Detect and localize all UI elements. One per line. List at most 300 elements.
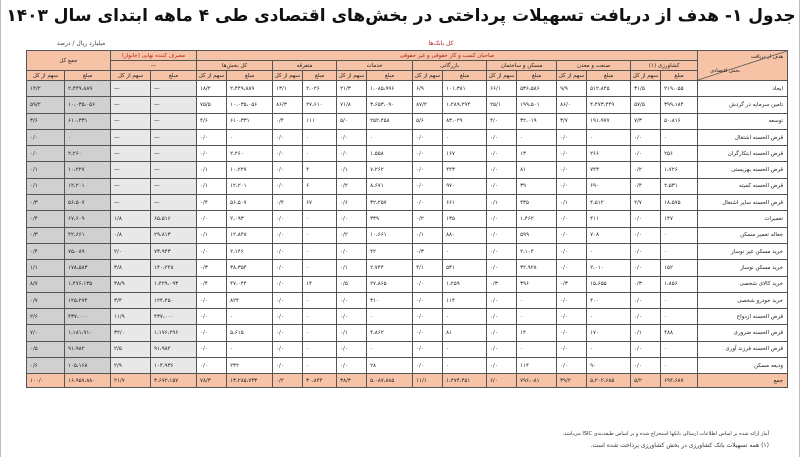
share-cell: ۰/۰ bbox=[197, 341, 227, 357]
amount-cell: ۰ bbox=[303, 309, 337, 325]
share-cell: ۰/۰ bbox=[413, 341, 443, 357]
amount-cell: — bbox=[151, 178, 197, 194]
amount-cell: ۶۷ bbox=[303, 195, 337, 211]
share-cell: ۲۱/۳ bbox=[337, 81, 367, 97]
row-label: خرید کالای شخصی bbox=[698, 276, 788, 292]
amount-header: مبلغ bbox=[587, 71, 631, 81]
amount-cell: ۴۳۷،۰۰۰ bbox=[65, 309, 111, 325]
amount-cell: ۲۷،۶۱۰ bbox=[303, 97, 337, 113]
amount-cell: ۱۴۷ bbox=[661, 211, 698, 227]
share-cell: ۳۱/۵ bbox=[631, 81, 661, 97]
final-consumer-sub: — bbox=[111, 61, 197, 71]
amount-cell: ۴،۸۶۲ bbox=[367, 325, 413, 341]
share-cell: — bbox=[111, 146, 151, 162]
share-header: سهم از کل bbox=[273, 71, 303, 81]
share-cell: ۰/۰ bbox=[487, 292, 517, 308]
sector-housing: مسکن و ساختمان bbox=[487, 61, 557, 71]
share-cell: ۳۸/۹ bbox=[111, 276, 151, 292]
amount-cell: ۱۰،۰۳۵،۰۵۶ bbox=[227, 97, 273, 113]
amount-cell: ۰ bbox=[303, 292, 337, 308]
share-header: سهم از کل bbox=[631, 71, 661, 81]
share-cell: ۰/۰ bbox=[487, 341, 517, 357]
amount-cell: ۴۱۱ bbox=[587, 211, 631, 227]
share-cell: ۰/۳ bbox=[27, 195, 65, 211]
share-cell: ۲/۵ bbox=[111, 341, 151, 357]
amount-cell: ۱،۱۸۱،۹۱۰ bbox=[65, 325, 111, 341]
table-row bbox=[27, 227, 788, 243]
amount-cell: ۶۱۰،۳۳۱ bbox=[65, 113, 111, 129]
share-cell: ۰/۰ bbox=[557, 358, 587, 374]
amount-cell: ۱،۵۵۸ bbox=[367, 146, 413, 162]
share-cell: ۰/۰ bbox=[197, 292, 227, 308]
share-cell: — bbox=[111, 81, 151, 97]
share-cell: ۰/۰ bbox=[413, 162, 443, 178]
amount-cell: ۰ bbox=[303, 358, 337, 374]
amount-cell: ۱۵،۶۵۵ bbox=[587, 276, 631, 292]
share-cell: ۰/۰ bbox=[487, 211, 517, 227]
share-cell: — bbox=[111, 97, 151, 113]
share-cell: ۰/۱ bbox=[27, 178, 65, 194]
amount-cell: ۳۸،۳۵۴ bbox=[227, 260, 273, 276]
amount-cell: ۸۱ bbox=[517, 162, 557, 178]
amount-cell: ۰ bbox=[443, 243, 487, 259]
share-cell: ۷۸/۳ bbox=[197, 374, 227, 388]
share-cell: ۰/۰ bbox=[413, 129, 443, 145]
amount-cell: ۲۱۹،۰۵۵ bbox=[661, 81, 698, 97]
share-cell: ۰/۰ bbox=[273, 146, 303, 162]
share-cell: ۰/۰ bbox=[197, 243, 227, 259]
corner-bottom-label: بخش اقتصادی bbox=[710, 68, 740, 74]
amount-cell: ۸۲۴ bbox=[227, 292, 273, 308]
share-cell: ۳۹/۲ bbox=[557, 374, 587, 388]
amount-cell: ۰ bbox=[443, 341, 487, 357]
row-label: ودیعه مسکن bbox=[698, 358, 788, 374]
row-label: خرید خودرو شخصی bbox=[698, 292, 788, 308]
amount-cell: ۱۶۷ bbox=[443, 146, 487, 162]
share-cell: ۰/۶ bbox=[27, 358, 65, 374]
amount-cell: ۵،۲۰۲،۶۸۵ bbox=[587, 374, 631, 388]
amount-cell: ۱۰۵،۱۶۸ bbox=[65, 358, 111, 374]
share-cell: ۲/۷ bbox=[631, 195, 661, 211]
amount-cell: ۷،۲۶۲ bbox=[367, 162, 413, 178]
share-cell: ۰/۰ bbox=[273, 276, 303, 292]
amount-cell: ۰ bbox=[227, 129, 273, 145]
amount-cell: ۶۵،۵۱۶ bbox=[151, 211, 197, 227]
share-cell: ۰/۰ bbox=[413, 309, 443, 325]
share-cell: ۰/۶ bbox=[337, 195, 367, 211]
share-header: سهم از کل bbox=[337, 71, 367, 81]
amount-cell: ۵،۶۱۵ bbox=[227, 325, 273, 341]
table-row bbox=[27, 292, 788, 308]
amount-cell: — bbox=[151, 129, 197, 145]
amount-cell: ۳۲،۰۱۹ bbox=[517, 113, 557, 129]
amount-cell: ۵،۰۸۷،۸۸۵ bbox=[367, 374, 413, 388]
amount-cell: ۳۹۹،۱۸۴ bbox=[661, 97, 698, 113]
amount-cell: — bbox=[151, 162, 197, 178]
amount-cell: ۱۱۱ bbox=[303, 113, 337, 129]
share-cell: ۰/۰ bbox=[337, 358, 367, 374]
amount-cell: — bbox=[151, 195, 197, 211]
row-label: قرض الحسنه فرزند آوری bbox=[698, 341, 788, 357]
share-header: سهم از کل bbox=[27, 71, 65, 81]
amount-cell: ۴۳۷،۰۰۰ bbox=[151, 309, 197, 325]
amount-cell: ۱۰،۲۲۷ bbox=[65, 162, 111, 178]
amount-cell: ۳۳۹ bbox=[367, 211, 413, 227]
share-cell: ۷۱/۸ bbox=[337, 97, 367, 113]
amount-cell: ۱۳ bbox=[517, 146, 557, 162]
amount-cell: ۰ bbox=[661, 243, 698, 259]
share-cell: ۵/۶ bbox=[413, 113, 443, 129]
amount-cell: ۱۰۴،۹۳۶ bbox=[151, 358, 197, 374]
amount-cell: ۱،۴۷۴،۴۵۱ bbox=[443, 374, 487, 388]
amount-cell: — bbox=[151, 81, 197, 97]
unit-label: میلیارد ریال / درصد bbox=[56, 40, 106, 47]
amount-cell: ۱۴۰،۲۲۸ bbox=[151, 260, 197, 276]
share-cell: ۰/۰ bbox=[273, 292, 303, 308]
share-cell: ۶۶/۱ bbox=[487, 81, 517, 97]
table-row bbox=[27, 358, 788, 374]
amount-header: مبلغ bbox=[227, 71, 273, 81]
amount-header: مبلغ bbox=[517, 71, 557, 81]
share-cell: ۰/۰ bbox=[197, 309, 227, 325]
share-cell: ۰/۰ bbox=[273, 260, 303, 276]
amount-cell: ۰ bbox=[587, 129, 631, 145]
amount-cell: ۹۱،۹۸۲ bbox=[65, 341, 111, 357]
row-label: تعمیرات bbox=[698, 211, 788, 227]
share-cell: ۰/۷ bbox=[27, 292, 65, 308]
amount-cell: ۱،۰۸۵،۹۹۶ bbox=[367, 81, 413, 97]
share-cell: ۰/۰ bbox=[631, 341, 661, 357]
amount-cell: — bbox=[151, 146, 197, 162]
amount-cell: ۴۳۵ bbox=[517, 195, 557, 211]
share-cell: ۴/۰ bbox=[487, 113, 517, 129]
share-cell: ۰/۰ bbox=[413, 195, 443, 211]
amount-cell: ۰ bbox=[661, 129, 698, 145]
share-cell: ۰/۰ bbox=[557, 243, 587, 259]
amount-cell: ۱،۲۸۹،۲۹۴ bbox=[443, 97, 487, 113]
share-cell: ۱۰۰/۰ bbox=[27, 374, 65, 388]
share-cell: ۰/۰ bbox=[487, 325, 517, 341]
amount-share-header-row bbox=[27, 71, 788, 81]
amount-cell: ۱۴ bbox=[517, 325, 557, 341]
share-cell: ۳/۸ bbox=[111, 260, 151, 276]
share-cell: ۰/۰ bbox=[197, 358, 227, 374]
amount-cell: ۱۳۵ bbox=[443, 211, 487, 227]
amount-cell: ۱،۴۷۶،۱۳۵ bbox=[65, 276, 111, 292]
amount-cell: ۸،۶۷۱ bbox=[367, 178, 413, 194]
amount-cell: ۱،۸۵۶ bbox=[661, 276, 698, 292]
amount-cell: ۷۴۳ bbox=[587, 162, 631, 178]
share-cell: ۰/۰ bbox=[27, 129, 65, 145]
amount-cell: ۱،۴۶۲ bbox=[517, 211, 557, 227]
amount-cell: ۱۹۹،۵۰۱ bbox=[517, 97, 557, 113]
share-cell: ۰/۸ bbox=[111, 227, 151, 243]
amount-cell: ۱۶،۹۵۷،۸۸۰ bbox=[65, 374, 111, 388]
amount-cell: ۰ bbox=[367, 129, 413, 145]
share-cell: ۱/۱ bbox=[27, 260, 65, 276]
amount-cell: ۰ bbox=[303, 341, 337, 357]
share-cell: ۲۱/۷ bbox=[111, 374, 151, 388]
amount-cell: ۱۲۵،۲۷۴ bbox=[65, 292, 111, 308]
share-cell: ۰/۰ bbox=[631, 211, 661, 227]
share-cell: ۰/۱ bbox=[197, 178, 227, 194]
amount-cell: ۰ bbox=[587, 309, 631, 325]
table-row bbox=[27, 211, 788, 227]
row-label: قرض الحسنه ابتکارگران bbox=[698, 146, 788, 162]
amount-cell: ۲۵۲،۴۵۸ bbox=[367, 113, 413, 129]
share-cell: ۰/۲ bbox=[337, 178, 367, 194]
share-cell: ۰/۰ bbox=[631, 260, 661, 276]
amount-cell: ۰ bbox=[517, 341, 557, 357]
share-cell: ۳/۷ bbox=[557, 113, 587, 129]
bank-label: کل بانک‌ها bbox=[428, 40, 454, 47]
share-cell: ۰/۴ bbox=[197, 276, 227, 292]
sector-services: خدمات bbox=[337, 61, 413, 71]
row-label: جعاله تعمیر مسکن bbox=[698, 227, 788, 243]
share-cell: ۰/۰ bbox=[631, 292, 661, 308]
amount-cell: ۴۲ bbox=[367, 243, 413, 259]
amount-cell: ۱۹۱،۹۷۷ bbox=[587, 113, 631, 129]
share-cell: ۳/۶ bbox=[27, 113, 65, 129]
share-cell: ۳۲/۰ bbox=[111, 325, 151, 341]
share-cell: ۴/۱ bbox=[413, 260, 443, 276]
amount-cell: ۴۲،۶۶۱ bbox=[65, 227, 111, 243]
share-cell: ۱۳/۱ bbox=[273, 81, 303, 97]
share-cell: ۰/۰ bbox=[631, 227, 661, 243]
share-cell: ۰/۰ bbox=[413, 292, 443, 308]
amount-cell: ۲،۱۰۴ bbox=[517, 243, 557, 259]
table-row bbox=[27, 276, 788, 292]
amount-cell: ۰ bbox=[367, 341, 413, 357]
amount-cell: ۵۹۹ bbox=[517, 227, 557, 243]
share-cell: — bbox=[111, 178, 151, 194]
amount-cell: ۱۰۱،۳۸۱ bbox=[443, 81, 487, 97]
share-cell: ۰/۰ bbox=[631, 358, 661, 374]
share-cell: ۲/۹ bbox=[111, 358, 151, 374]
business-owners-header: صاحبان کسب و کار حقوقی و غیر حقوقی bbox=[197, 51, 698, 61]
share-cell: ۷۵/۵ bbox=[197, 97, 227, 113]
share-cell: ۰/۰ bbox=[557, 146, 587, 162]
share-header: سهم از کل bbox=[111, 71, 151, 81]
amount-cell: ۱،۲۵۹ bbox=[443, 276, 487, 292]
share-cell: ۸۶/۳ bbox=[273, 97, 303, 113]
table-row bbox=[27, 81, 788, 97]
amount-cell: ۰ bbox=[443, 309, 487, 325]
row-label: قرض الحسنه ازدواج bbox=[698, 309, 788, 325]
share-cell: ۰/۱ bbox=[487, 195, 517, 211]
amount-cell: ۴۰۰ bbox=[587, 292, 631, 308]
amount-cell: ۰ bbox=[443, 358, 487, 374]
share-cell: ۰/۰ bbox=[413, 146, 443, 162]
row-label: قرض الحسنه کمیته bbox=[698, 178, 788, 194]
amount-header: مبلغ bbox=[661, 71, 698, 81]
amount-cell: ۲۹،۸۱۳ bbox=[151, 227, 197, 243]
row-label: قرض الحسنه اشتغال bbox=[698, 129, 788, 145]
amount-cell: ۱۱۴ bbox=[517, 358, 557, 374]
amount-cell: ۰ bbox=[587, 341, 631, 357]
share-cell: ۰/۳ bbox=[557, 276, 587, 292]
share-cell: ۰/۴ bbox=[27, 211, 65, 227]
share-cell: ۰/۴ bbox=[631, 178, 661, 194]
amount-cell: ۳۲،۲۵۷ bbox=[367, 195, 413, 211]
amount-cell: ۷۰۸ bbox=[587, 227, 631, 243]
share-cell: ۰/۰ bbox=[557, 211, 587, 227]
share-cell: ۰/۱ bbox=[197, 162, 227, 178]
share-cell: ۰/۰ bbox=[273, 325, 303, 341]
amount-cell: ۰ bbox=[517, 129, 557, 145]
share-cell: ۰/۵ bbox=[337, 276, 367, 292]
amount-cell: ۶۹۰ bbox=[587, 178, 631, 194]
amount-cell: ۱،۴۲۹،۰۹۳ bbox=[151, 276, 197, 292]
amount-cell: ۰ bbox=[661, 309, 698, 325]
share-cell: ۰/۱ bbox=[631, 325, 661, 341]
amount-cell: ۰ bbox=[661, 292, 698, 308]
share-cell: ۰/۰ bbox=[337, 146, 367, 162]
share-cell: ۰/۲ bbox=[337, 227, 367, 243]
table-body bbox=[27, 81, 788, 388]
share-cell: ۰/۲ bbox=[631, 162, 661, 178]
amount-cell: ۰ bbox=[443, 129, 487, 145]
amount-cell: ۹۷۰ bbox=[443, 178, 487, 194]
share-cell: ۰/۳ bbox=[487, 276, 517, 292]
amount-cell: ۱۳،۲۸۵،۷۳۳ bbox=[227, 374, 273, 388]
amount-cell: ۳،۶۷۲،۱۵۷ bbox=[151, 374, 197, 388]
amount-cell: ۱۴ bbox=[303, 276, 337, 292]
share-cell: ۰/۰ bbox=[273, 178, 303, 194]
share-cell: ۲/۶ bbox=[27, 309, 65, 325]
amount-cell: ۰ bbox=[303, 129, 337, 145]
amount-cell: ۳۹ bbox=[517, 178, 557, 194]
amount-cell: ۱۸،۵۷۵ bbox=[661, 195, 698, 211]
share-cell: ۰/۱ bbox=[413, 227, 443, 243]
amount-cell: ۸۳،۰۲۹ bbox=[443, 113, 487, 129]
share-cell: ۰/۱ bbox=[337, 325, 367, 341]
amount-header: مبلغ bbox=[65, 71, 111, 81]
amount-cell: ۲،۰۱۰ bbox=[587, 260, 631, 276]
amount-cell: ۲۵۶ bbox=[661, 146, 698, 162]
amount-cell: ۵۶،۵۰۷ bbox=[65, 195, 111, 211]
amount-cell: ۱۲،۸۴۸ bbox=[227, 227, 273, 243]
table-row bbox=[27, 243, 788, 259]
amount-cell: ۳۱۰ bbox=[367, 292, 413, 308]
amount-cell: ۰ bbox=[227, 341, 273, 357]
share-cell: ۵۷/۵ bbox=[631, 97, 661, 113]
final-consumer-header: مصرف کننده نهایی (خانوار) bbox=[111, 51, 197, 61]
table-row bbox=[27, 129, 788, 145]
share-cell: ۰/۰ bbox=[337, 211, 367, 227]
share-cell: ۰/۲ bbox=[273, 374, 303, 388]
share-cell: ۰/۰ bbox=[337, 292, 367, 308]
share-cell: ۰/۰ bbox=[337, 341, 367, 357]
amount-cell: ۷۹۶،۰۸۱ bbox=[517, 374, 557, 388]
amount-cell: ۲۸ bbox=[367, 358, 413, 374]
amount-cell: ۱۰،۶۶۱ bbox=[367, 227, 413, 243]
share-cell: ۰/۳ bbox=[27, 227, 65, 243]
share-header: سهم از کل bbox=[487, 71, 517, 81]
share-cell: — bbox=[111, 195, 151, 211]
share-cell: ۰/۰ bbox=[273, 309, 303, 325]
amount-header: مبلغ bbox=[367, 71, 413, 81]
amount-cell: ۵۳۶،۵۸۶ bbox=[517, 81, 557, 97]
share-cell: ۰/۰ bbox=[273, 243, 303, 259]
share-cell: ۰/۱ bbox=[337, 162, 367, 178]
share-cell: ۱۱/۱ bbox=[413, 374, 443, 388]
amount-cell: ۰ bbox=[303, 146, 337, 162]
amount-cell: ۰ bbox=[661, 358, 698, 374]
table-row bbox=[27, 162, 788, 178]
share-cell: ۵/۰ bbox=[337, 113, 367, 129]
share-cell: ۰/۰ bbox=[273, 211, 303, 227]
share-cell: ۰/۴ bbox=[197, 195, 227, 211]
amount-cell: ۲،۱۴۶ bbox=[227, 243, 273, 259]
share-cell: ۰/۰ bbox=[197, 146, 227, 162]
share-cell: ۸۷/۲ bbox=[413, 97, 443, 113]
row-label: تامین سرمایه در گردش bbox=[698, 97, 788, 113]
amount-cell: ۰ bbox=[227, 309, 273, 325]
share-cell: ۶/۹ bbox=[413, 81, 443, 97]
amount-cell: — bbox=[151, 97, 197, 113]
amount-cell: ۱۷۸،۵۸۳ bbox=[65, 260, 111, 276]
amount-cell: ۰ bbox=[65, 129, 111, 145]
amount-cell: ۷۵،۰۸۹ bbox=[65, 243, 111, 259]
amount-cell: ۴،۵۱۲ bbox=[587, 195, 631, 211]
amount-cell: ۶ bbox=[303, 178, 337, 194]
amount-cell: ۵۳۱ bbox=[443, 260, 487, 276]
share-cell: ۰/۰ bbox=[487, 178, 517, 194]
share-cell: ۰/۰ bbox=[337, 129, 367, 145]
share-cell: ۸/۷ bbox=[27, 276, 65, 292]
share-cell: ۰/۵ bbox=[27, 341, 65, 357]
share-cell: ۰/۰ bbox=[557, 309, 587, 325]
amount-cell: ۲،۴۴۹،۸۸۹ bbox=[65, 81, 111, 97]
share-cell: ۰/۰ bbox=[337, 309, 367, 325]
amount-cell: ۲،۲۶۰ bbox=[227, 146, 273, 162]
amount-cell: ۲۳۲ bbox=[227, 358, 273, 374]
amount-cell: ۰ bbox=[517, 309, 557, 325]
agriculture-footnote: (۱) همه تسهیلات بانک کشاورزی در بخش کشاورزی پرداخت شده است. bbox=[590, 442, 769, 449]
amount-header: مبلغ bbox=[443, 71, 487, 81]
share-cell: ۰/۰ bbox=[487, 162, 517, 178]
share-cell: ۰/۰ bbox=[197, 211, 227, 227]
share-cell: ۰/۰ bbox=[27, 146, 65, 162]
amount-cell: ۶۷،۶۰۹ bbox=[65, 211, 111, 227]
share-cell: ۵۹/۲ bbox=[27, 97, 65, 113]
table-row bbox=[27, 309, 788, 325]
row-label: جمع bbox=[698, 374, 788, 388]
share-cell: ۷/۳ bbox=[631, 113, 661, 129]
amount-cell: ۵۶،۵۰۷ bbox=[227, 195, 273, 211]
amount-cell: ۱۰،۰۳۵،۰۵۶ bbox=[65, 97, 111, 113]
share-cell: ۰/۰ bbox=[487, 243, 517, 259]
source-footnote: آمار ارائه شده بر اساس اطلاعات ارسالی بانکها استخراج شده و بر اساس طبقه‌بندی ISIC می‌باشد. bbox=[562, 431, 769, 437]
amount-cell: ۲،۷۴۴ bbox=[367, 260, 413, 276]
amount-cell: ۳۲،۹۲۸ bbox=[517, 260, 557, 276]
share-cell: ۶/۰ bbox=[487, 374, 517, 388]
amount-cell: ۰ bbox=[303, 227, 337, 243]
share-cell: ۰/۰ bbox=[413, 276, 443, 292]
share-cell: ۰/۰ bbox=[273, 129, 303, 145]
share-header: سهم از کل bbox=[413, 71, 443, 81]
table-row bbox=[27, 113, 788, 129]
share-cell: ۰/۳ bbox=[631, 276, 661, 292]
share-cell: ۰/۰ bbox=[557, 325, 587, 341]
share-cell: ۰/۰ bbox=[197, 129, 227, 145]
amount-cell: ۱۷۰ bbox=[587, 325, 631, 341]
share-cell: ۴/۶ bbox=[197, 113, 227, 129]
amount-cell: ۸۱ bbox=[443, 325, 487, 341]
share-header: سهم از کل bbox=[557, 71, 587, 81]
share-cell: ۸۶/۰ bbox=[557, 97, 587, 113]
